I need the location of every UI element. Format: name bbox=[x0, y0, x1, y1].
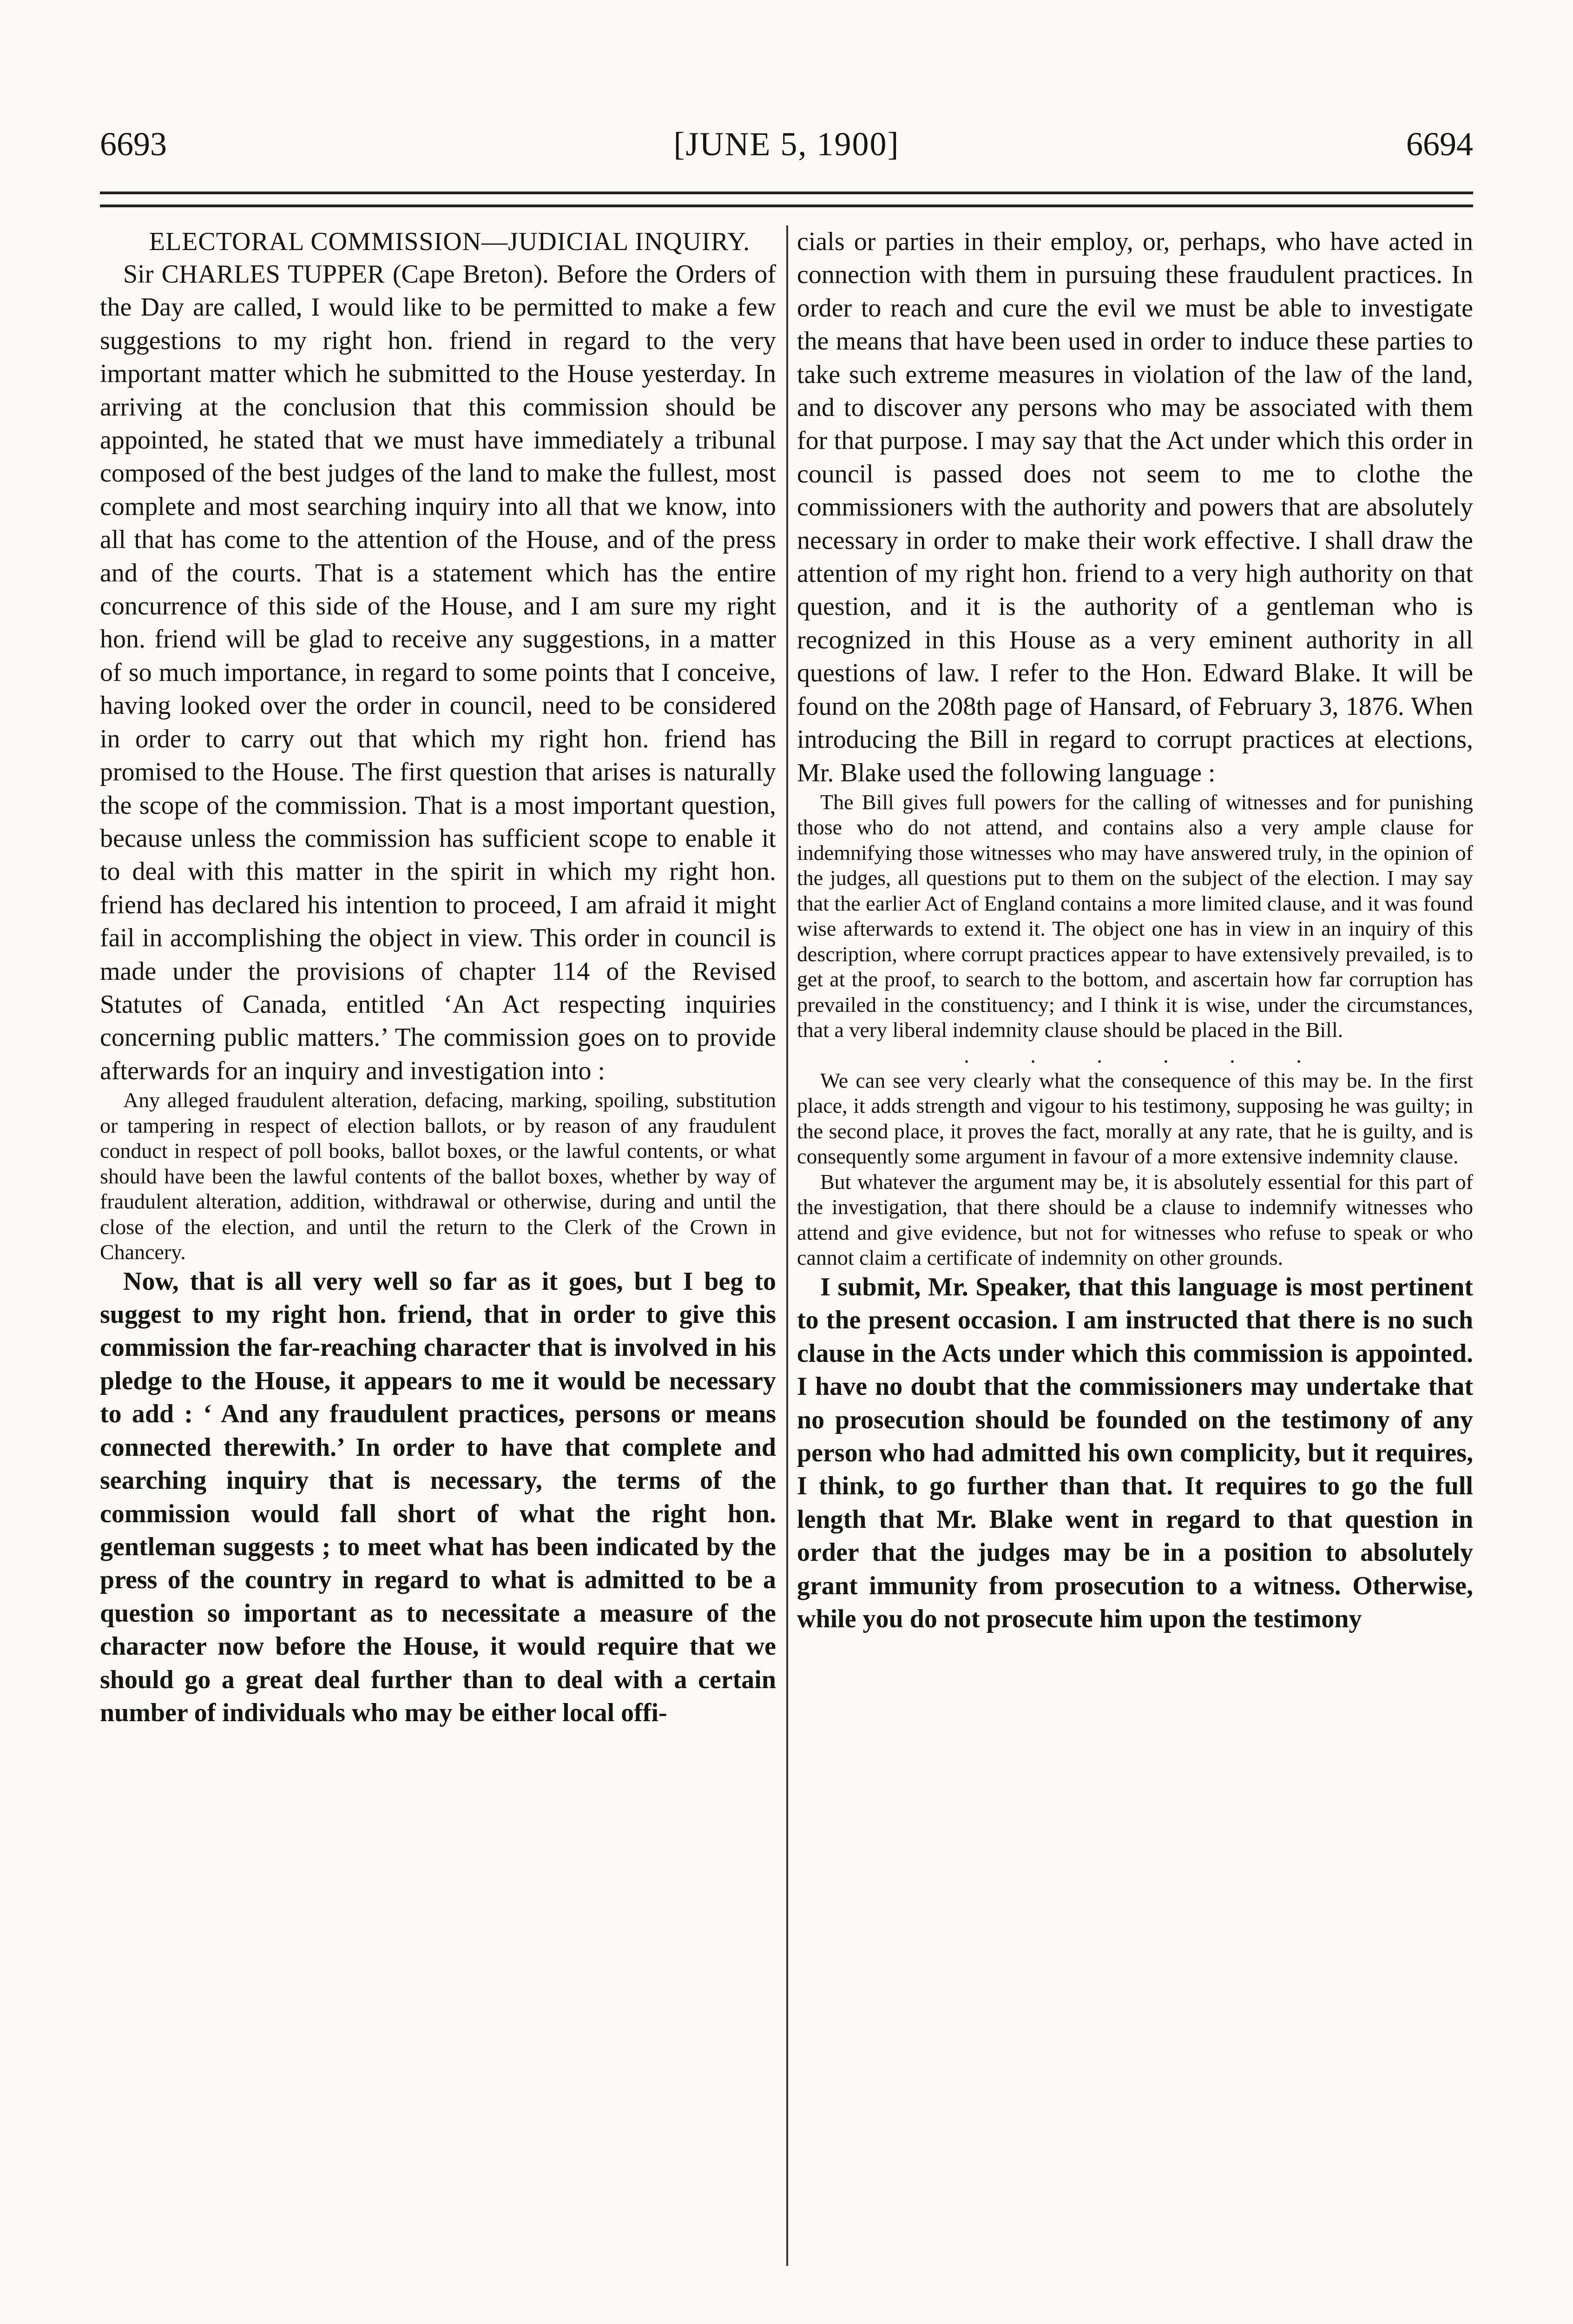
section-heading: ELECTORAL COMMISSION—JUDICIAL INQUIRY. bbox=[149, 227, 750, 256]
speech-paragraph: I submit, Mr. Speaker, that this language is most pertinent to the present occasion. I am instructed that there is no such clause in the Acts under which this commission is appointed. I have no doubt that the commissioners may undertake that no prosecution should be founded on the testimony of any person who had admitted his own complicity, but it requires, I think, to go further than that. It requires to go the full length that Mr. Blake went in regard to that question in order that the judges may be in a position to absolutely grant immunity from prosecution to a witness. Otherwise, while you do not prosecute him upon the testimony bbox=[797, 1272, 1473, 1633]
date-title: [JUNE 5, 1900] bbox=[673, 125, 900, 163]
page-number-left: 6693 bbox=[100, 125, 167, 163]
quoted-passage: We can see very clearly what the consequence of this may be. In the first place, it adds strength and vigour to his testimony, supposing he was guilty; in the second place, it proves the fact, morally at any rate, that he is guilty, and is consequently some argument in favour of a more extensive indemnity clause. bbox=[797, 1068, 1473, 1169]
speech-paragraph: Sir CHARLES TUPPER (Cape Breton). Before the Orders of the Day are called, I would like to be permitted to make a few suggestions to my right hon. friend in regard to the very important matter which he submitted to the House yesterday. In arriving at the conclusion that this commission should be appointed, he stated that we must have immediately a tribunal composed of the best judges of the land to make the fullest, most complete and most searching inquiry into all that we know, into all that has come to the attention of the House, and of the press and of the courts. That is a statement which has the entire concurrence of this side of the House, and I am sure my right hon. friend will be glad to receive any suggestions, in a matter of so much importance, in regard to some points that I conceive, having looked over the order in council, need to be considered in order to carry out that which my right hon. friend has promised to the House. The first question that arises is naturally the scope of the commission. That is a most important question, because unless the commission has sufficient scope to enable it to deal with this matter in the spirit in which my right hon. friend has declared his intention to proceed, I am afraid it might fail in accomplishing the object in view. This order in council is made under the provisions of chapter 114 of the Revised Statutes of Canada, entitled ‘An Act respecting inquiries concerning public matters.’ The commission goes on to provide afterwards for an inquiry and investigation into : bbox=[100, 260, 776, 1085]
quoted-passage: Any alleged fraudulent alteration, defacing, marking, spoiling, substitution or tampering in respect of election ballots, or by reason of any fraudulent conduct in respect of poll books, ballot boxes, or the lawful contents, or what should have been the lawful contents of the ballot boxes, whether by way of fraudulent alteration, addition, withdrawal or otherwise, during and until the close of the election, and until the return to the Clerk of the Crown in Chancery. bbox=[100, 1088, 776, 1264]
speech-paragraph: Now, that is all very well so far as it goes, but I beg to suggest to my right hon. friend, that in order to give this commission the far-reaching character that is involved in his pledge to the House, it appears to me it would be necessary to add : ‘ And any fraudulent practices, persons or means connected therewith.’ In order to have that complete and searching inquiry that is necessary, the terms of the commission would fall short of what the right hon. gentleman suggests ; to meet what has been indicated by the press of the country in regard to what is admitted to be a question so important as to necessitate a measure of the character now before the House, it would require that we should go a great deal further than to deal with a certain number of individuals who may be either local offi- bbox=[100, 1267, 776, 1727]
quoted-passage: The Bill gives full powers for the calling of witnesses and for punishing those who do not attend, and contains also a very ample clause for indemnifying those witnesses who may have answered truly, in the opinion of the judges, all questions put to them on the subject of the election. I may say that the earlier Act of England contains a more limited clause, and it was found wise afterwards to extend it. The object one has in view in an inquiry of this description, where corrupt practices appear to have extensively prevailed, is to get at the proof, to search to the bottom, and ascertain how far corruption has prevailed in the constituency; and I think it is wise, under the circumstances, that a very liberal indemnity clause should be placed in the Bill. bbox=[797, 790, 1473, 1042]
page-number-right: 6694 bbox=[1406, 125, 1473, 163]
column-divider bbox=[786, 225, 788, 2266]
right-column bbox=[797, 225, 1473, 1636]
ellipsis-dots: . . . . . . bbox=[964, 1043, 1329, 1067]
quoted-passage: But whatever the argument may be, it is absolutely essential for this part of the investigation, that there should be a clause to indemnify witnesses who attend and give evidence, but not for witnesses who refuse to speak or who cannot claim a certificate of indemnity on other grounds. bbox=[797, 1169, 1473, 1270]
speech-paragraph: cials or parties in their employ, or, perhaps, who have acted in connection with them in pursuing these fraudulent practices. In order to reach and cure the evil we must be able to investigate the means that have been used in order to induce these parties to take such extreme measures in violation of the law of the land, and to discover any persons who may be associated with them for that purpose. I may say that the Act under which this order in council is passed does not seem to me to clothe the commissioners with the authority and powers that are absolutely necessary in order to make their work effective. I shall draw the attention of my right hon. friend to a very high authority on that question, and it is the authority of a gentleman who is recognized in this House as a very eminent authority in all questions of law. I refer to the Hon. Edward Blake. It will be found on the 208th page of Hansard, of February 3, 1876. When introducing the Bill in regard to corrupt practices at elections, Mr. Blake used the following language : bbox=[797, 227, 1473, 787]
left-column bbox=[100, 225, 776, 1730]
header-rule-bottom bbox=[100, 205, 1473, 207]
page-header bbox=[100, 119, 1473, 170]
header-rule-top bbox=[100, 191, 1473, 194]
